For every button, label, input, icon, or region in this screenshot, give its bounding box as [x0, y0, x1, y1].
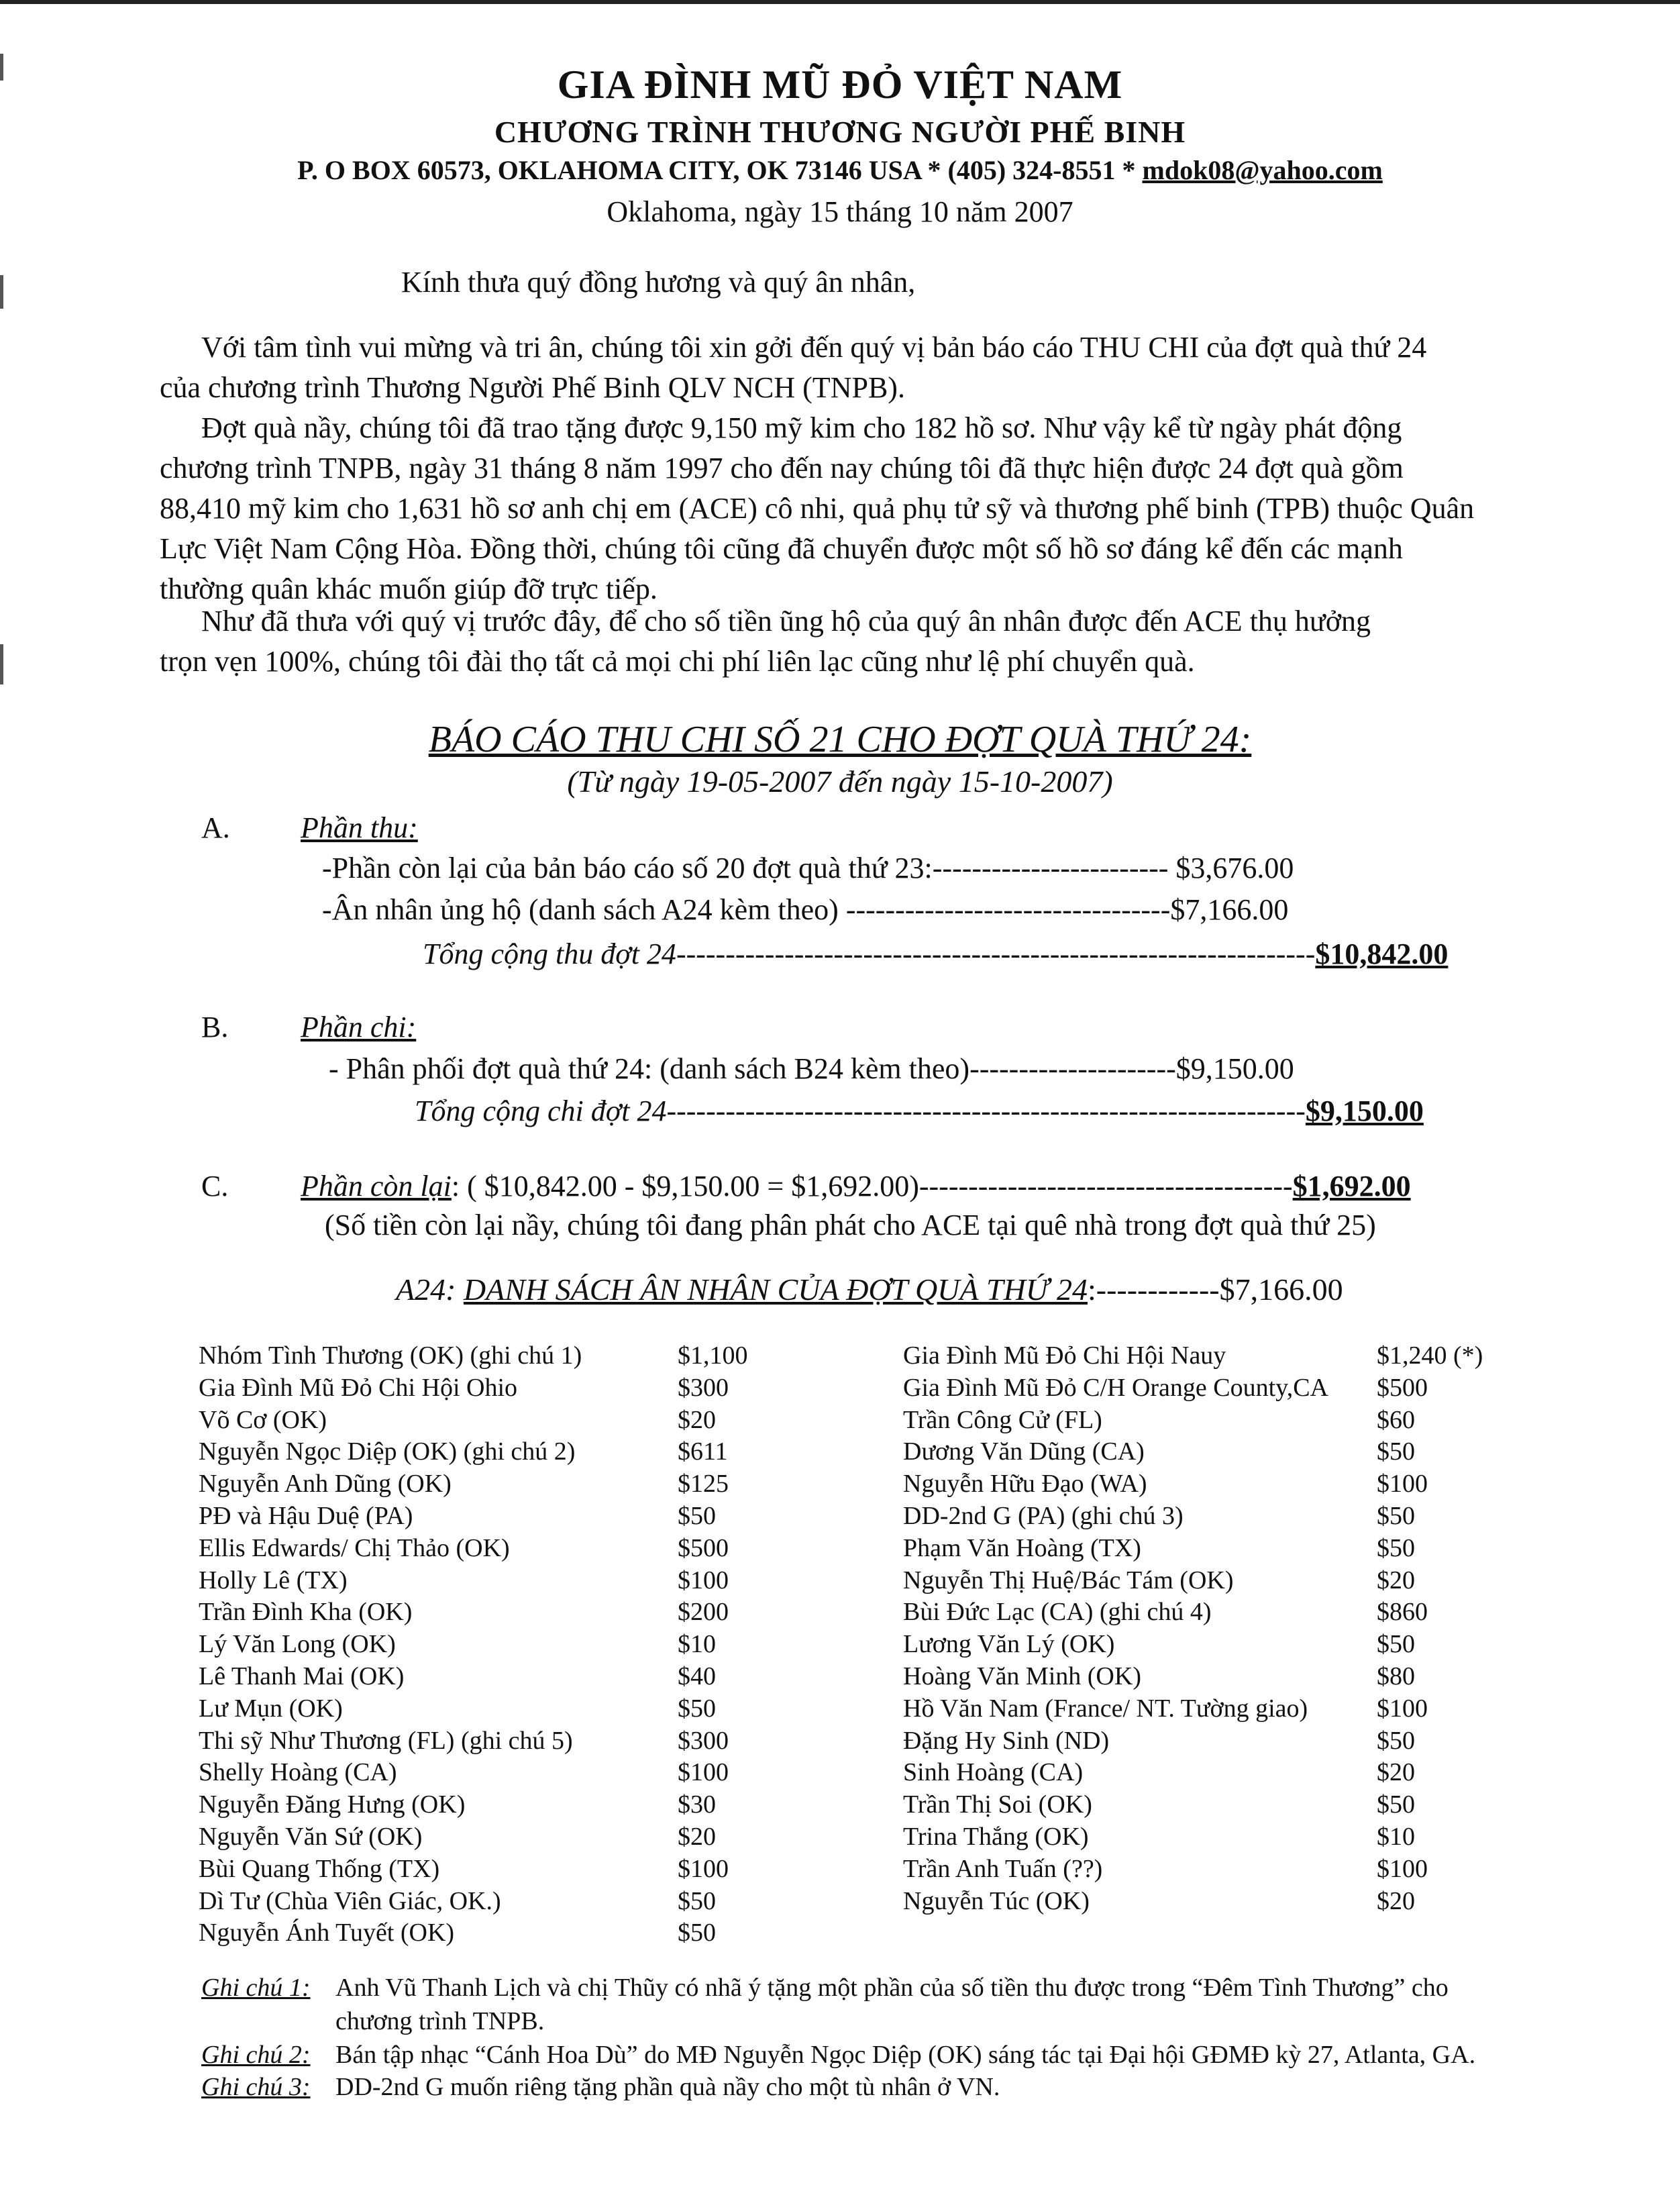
donor-amount: $860	[1377, 1598, 1428, 1627]
donor-name: Trần Thị Soi (OK)	[903, 1790, 1092, 1819]
donor-amount: $200	[678, 1598, 729, 1627]
donor-name: Nguyễn Thị Huệ/Bác Tám (OK)	[903, 1566, 1234, 1594]
a24-title: DANH SÁCH ÂN NHÂN CỦA ĐỢT QUÀ THỨ 24	[463, 1272, 1088, 1307]
donor-amount: $100	[678, 1854, 729, 1883]
a24-prefix: A24:	[396, 1272, 464, 1307]
donor-name: Trina Thắng (OK)	[903, 1823, 1089, 1851]
section-a-heading: Phần thu:	[301, 811, 418, 844]
donor-name: Lý Văn Long (OK)	[199, 1630, 396, 1659]
donor-name: Nguyễn Đăng Hưng (OK)	[199, 1790, 466, 1819]
donor-name: Ellis Edwards/ Chị Thảo (OK)	[199, 1533, 510, 1562]
section-b-total	[415, 1094, 1424, 1128]
donor-amount: $60	[1377, 1405, 1415, 1434]
donor-name: Gia Đình Mũ Đỏ C/H Orange County,CA	[903, 1373, 1328, 1402]
donor-name: Nhóm Tình Thương (OK) (ghi chú 1)	[199, 1341, 582, 1370]
note-label: Ghi chú 2:	[201, 2041, 311, 2069]
donor-amount: $500	[678, 1533, 729, 1562]
donor-amount: $100	[678, 1566, 729, 1594]
section-c-letter: C.	[201, 1170, 229, 1203]
donor-name: Hoàng Văn Minh (OK)	[903, 1662, 1141, 1690]
donor-amount: $20	[678, 1823, 716, 1851]
donor-name: Đặng Hy Sinh (ND)	[903, 1726, 1110, 1755]
paragraph-line: của chương trình Thương Người Phế Binh QLV NCH (TNPB).	[160, 371, 905, 404]
a24-total: :------------$7,166.00	[1087, 1272, 1343, 1307]
paragraph-line: Như đã thưa với quý vị trước đây, để cho số tiền ũng hộ của quý ân nhân được đến ACE thụ hưởng	[201, 605, 1371, 638]
donor-amount: $500	[1377, 1373, 1428, 1402]
program-name: CHƯƠNG TRÌNH THƯƠNG NGƯỜI PHẾ BINH	[494, 115, 1186, 149]
donor-amount: $100	[1377, 1470, 1428, 1498]
a24-heading	[396, 1272, 1343, 1307]
section-c-note: (Số tiền còn lại nầy, chúng tôi đang phân phát cho ACE tại quê nhà trong đợt quà thứ 25)	[325, 1209, 1376, 1241]
donor-name: Hồ Văn Nam (France/ NT. Tường giao)	[903, 1694, 1308, 1723]
report-period: (Từ ngày 19-05-2007 đến ngày 15-10-2007)	[567, 764, 1113, 799]
donor-name: Trần Anh Tuấn (??)	[903, 1854, 1103, 1883]
contact-line	[0, 154, 1680, 186]
date-line: Oklahoma, ngày 15 tháng 10 năm 2007	[607, 195, 1073, 228]
donor-amount: $100	[1377, 1854, 1428, 1883]
top-border	[0, 0, 1680, 4]
donor-amount: $50	[1377, 1533, 1415, 1562]
donor-name: Bùi Quang Thống (TX)	[199, 1854, 440, 1883]
donor-name: Nguyễn Túc (OK)	[903, 1886, 1090, 1915]
section-a-total	[423, 937, 1448, 971]
paragraph-line: trọn vẹn 100%, chúng tôi đài thọ tất cả mọi chi phí liên lạc cũng như lệ phí chuyển quà.	[160, 645, 1195, 678]
donor-name: Nguyễn Ngọc Diệp (OK) (ghi chú 2)	[199, 1437, 576, 1466]
section-a-letter: A.	[201, 811, 230, 844]
donor-amount: $50	[678, 1502, 716, 1530]
paragraph-line: Đợt quà nầy, chúng tôi đã trao tặng được 9,150 mỹ kim cho 182 hồ sơ. Như vậy kể từ ngày phát động	[201, 411, 1402, 444]
donor-name: Nguyễn Hữu Đạo (WA)	[903, 1470, 1147, 1498]
section-c-heading: Phần còn lại	[301, 1170, 452, 1203]
donor-amount: $20	[1377, 1886, 1415, 1915]
note-text: DD-2nd G muốn riêng tặng phần quà nầy cho một tù nhân ở VN.	[335, 2073, 1000, 2101]
section-c-line	[301, 1169, 1411, 1203]
total-leader: -----------------------------------------------------------------	[676, 937, 1316, 970]
scan-margin-mark	[0, 275, 3, 309]
section-c-calc: : ( $10,842.00 - $9,150.00 = $1,692.00)--------------------------------------	[451, 1170, 1293, 1203]
donor-amount: $100	[1377, 1694, 1428, 1723]
paragraph-line: Lực Việt Nam Cộng Hòa. Đồng thời, chúng tôi cũng đã chuyển được một số hồ sơ đáng kể đến các mạnh	[160, 532, 1403, 565]
donor-name: Shelly Hoàng (CA)	[199, 1758, 397, 1787]
donor-amount: $50	[1377, 1726, 1415, 1755]
paragraph-line: thường quân khác muốn giúp đỡ trực tiếp.	[160, 572, 658, 605]
donor-name: Nguyễn Anh Dũng (OK)	[199, 1470, 452, 1498]
donor-amount: $10	[1377, 1823, 1415, 1851]
donor-amount: $30	[678, 1790, 716, 1819]
total-value: $10,842.00	[1315, 937, 1449, 970]
paragraph-line: chương trình TNPB, ngày 31 tháng 8 năm 1997 cho đến nay chúng tôi đã thực hiện được 24 đợt quà gồm	[160, 452, 1404, 485]
donor-amount: $50	[678, 1694, 716, 1723]
donor-name: Võ Cơ (OK)	[199, 1405, 327, 1434]
donor-name: Bùi Đức Lạc (CA) (ghi chú 4)	[903, 1598, 1212, 1627]
donor-name: Nguyễn Văn Sứ (OK)	[199, 1823, 423, 1851]
donor-name: Gia Đình Mũ Đỏ Chi Hội Nauy	[903, 1341, 1226, 1370]
section-b-heading: Phần chi:	[301, 1011, 417, 1044]
total-label: Tổng cộng thu đợt 24	[423, 937, 676, 970]
donor-amount: $80	[1377, 1662, 1415, 1690]
donor-amount: $40	[678, 1662, 716, 1690]
donor-name: Trần Công Cử (FL)	[903, 1405, 1102, 1434]
donor-name: Dương Văn Dũng (CA)	[903, 1437, 1145, 1466]
donor-amount: $50	[1377, 1790, 1415, 1819]
donor-amount: $300	[678, 1373, 729, 1402]
salutation: Kính thưa quý đồng hương và quý ân nhân,	[401, 266, 916, 299]
donor-name: Lê Thanh Mai (OK)	[199, 1662, 405, 1690]
donor-name: Trần Đình Kha (OK)	[199, 1598, 413, 1627]
section-a-line: -Phần còn lại của bản báo cáo số 20 đợt quà thứ 23:------------------------ $3,676.00	[322, 852, 1294, 884]
donor-amount: $300	[678, 1726, 729, 1755]
donor-amount: $611	[678, 1437, 728, 1466]
donor-name: Lư Mụn (OK)	[199, 1694, 343, 1723]
donor-amount: $50	[1377, 1630, 1415, 1659]
note-label: Ghi chú 3:	[201, 2073, 311, 2101]
donor-name: Sinh Hoàng (CA)	[903, 1758, 1084, 1787]
donor-amount: $20	[1377, 1758, 1415, 1787]
donor-name: Holly Lê (TX)	[199, 1566, 348, 1594]
email-link[interactable]: mdok08@yahoo.com	[1142, 155, 1383, 185]
donor-amount: $50	[678, 1886, 716, 1915]
donor-name: Phạm Văn Hoàng (TX)	[903, 1533, 1141, 1562]
section-a-line: -Ân nhân ủng hộ (danh sách A24 kèm theo) ---------------------------------$7,166.00	[322, 893, 1289, 926]
donor-amount: $50	[678, 1919, 716, 1947]
donor-name: Nguyễn Ánh Tuyết (OK)	[199, 1919, 455, 1947]
donor-amount: $1,100	[678, 1341, 748, 1370]
donor-name: DD-2nd G (PA) (ghi chú 3)	[903, 1502, 1184, 1530]
total-value: $9,150.00	[1305, 1095, 1424, 1127]
section-b-letter: B.	[201, 1011, 229, 1044]
donor-amount: $125	[678, 1470, 729, 1498]
address: P. O BOX 60573, OKLAHOMA CITY, OK 73146 USA * (405) 324-8551 *	[297, 155, 1143, 185]
note-label: Ghi chú 1:	[201, 1974, 311, 2002]
donor-name: Dì Tư (Chùa Viên Giác, OK.)	[199, 1886, 501, 1915]
total-label: Tổng cộng chi đợt 24	[415, 1095, 667, 1127]
section-c-value: $1,692.00	[1292, 1170, 1411, 1203]
donor-name: Lương Văn Lý (OK)	[903, 1630, 1115, 1659]
paragraph-line: Với tâm tình vui mừng và tri ân, chúng tôi xin gởi đến quý vị bản báo cáo THU CHI của đợt quà thứ 24	[201, 331, 1427, 364]
paragraph-line: 88,410 mỹ kim cho 1,631 hồ sơ anh chị em (ACE) cô nhi, quả phụ tử sỹ và thương phế binh (TPB) thuộc Quân	[160, 492, 1475, 525]
total-leader: -----------------------------------------------------------------	[666, 1095, 1306, 1127]
org-name: GIA ĐÌNH MŨ ĐỎ VIỆT NAM	[557, 62, 1123, 107]
note-text: Bán tập nhạc “Cánh Hoa Dù” do MĐ Nguyễn Ngọc Diệp (OK) sáng tác tại Đại hội GĐMĐ kỳ 27, Atlanta, GA.	[335, 2041, 1476, 2069]
donor-amount: $20	[1377, 1566, 1415, 1594]
donor-name: PĐ và Hậu Duệ (PA)	[199, 1502, 413, 1530]
donor-amount: $50	[1377, 1437, 1415, 1466]
note-text: Anh Vũ Thanh Lịch và chị Thũy có nhã ý tặng một phần của số tiền thu được trong “Đêm Tình Thương” cho	[335, 1974, 1449, 2002]
donor-name: Gia Đình Mũ Đỏ Chi Hội Ohio	[199, 1373, 517, 1402]
section-b-line: - Phân phối đợt quà thứ 24: (danh sách B24 kèm theo)---------------------$9,150.00	[329, 1052, 1294, 1085]
donor-amount: $50	[1377, 1502, 1415, 1530]
donor-amount: $20	[678, 1405, 716, 1434]
donor-name: Thi sỹ Như Thương (FL) (ghi chú 5)	[199, 1726, 573, 1755]
scan-margin-mark	[0, 644, 3, 684]
donor-amount: $10	[678, 1630, 716, 1659]
note-text: chương trình TNPB.	[335, 2007, 545, 2035]
donor-amount: $100	[678, 1758, 729, 1787]
donor-amount: $1,240 (*)	[1377, 1341, 1483, 1370]
report-title: BÁO CÁO THU CHI SỐ 21 CHO ĐỢT QUÀ THỨ 24:	[428, 719, 1252, 760]
